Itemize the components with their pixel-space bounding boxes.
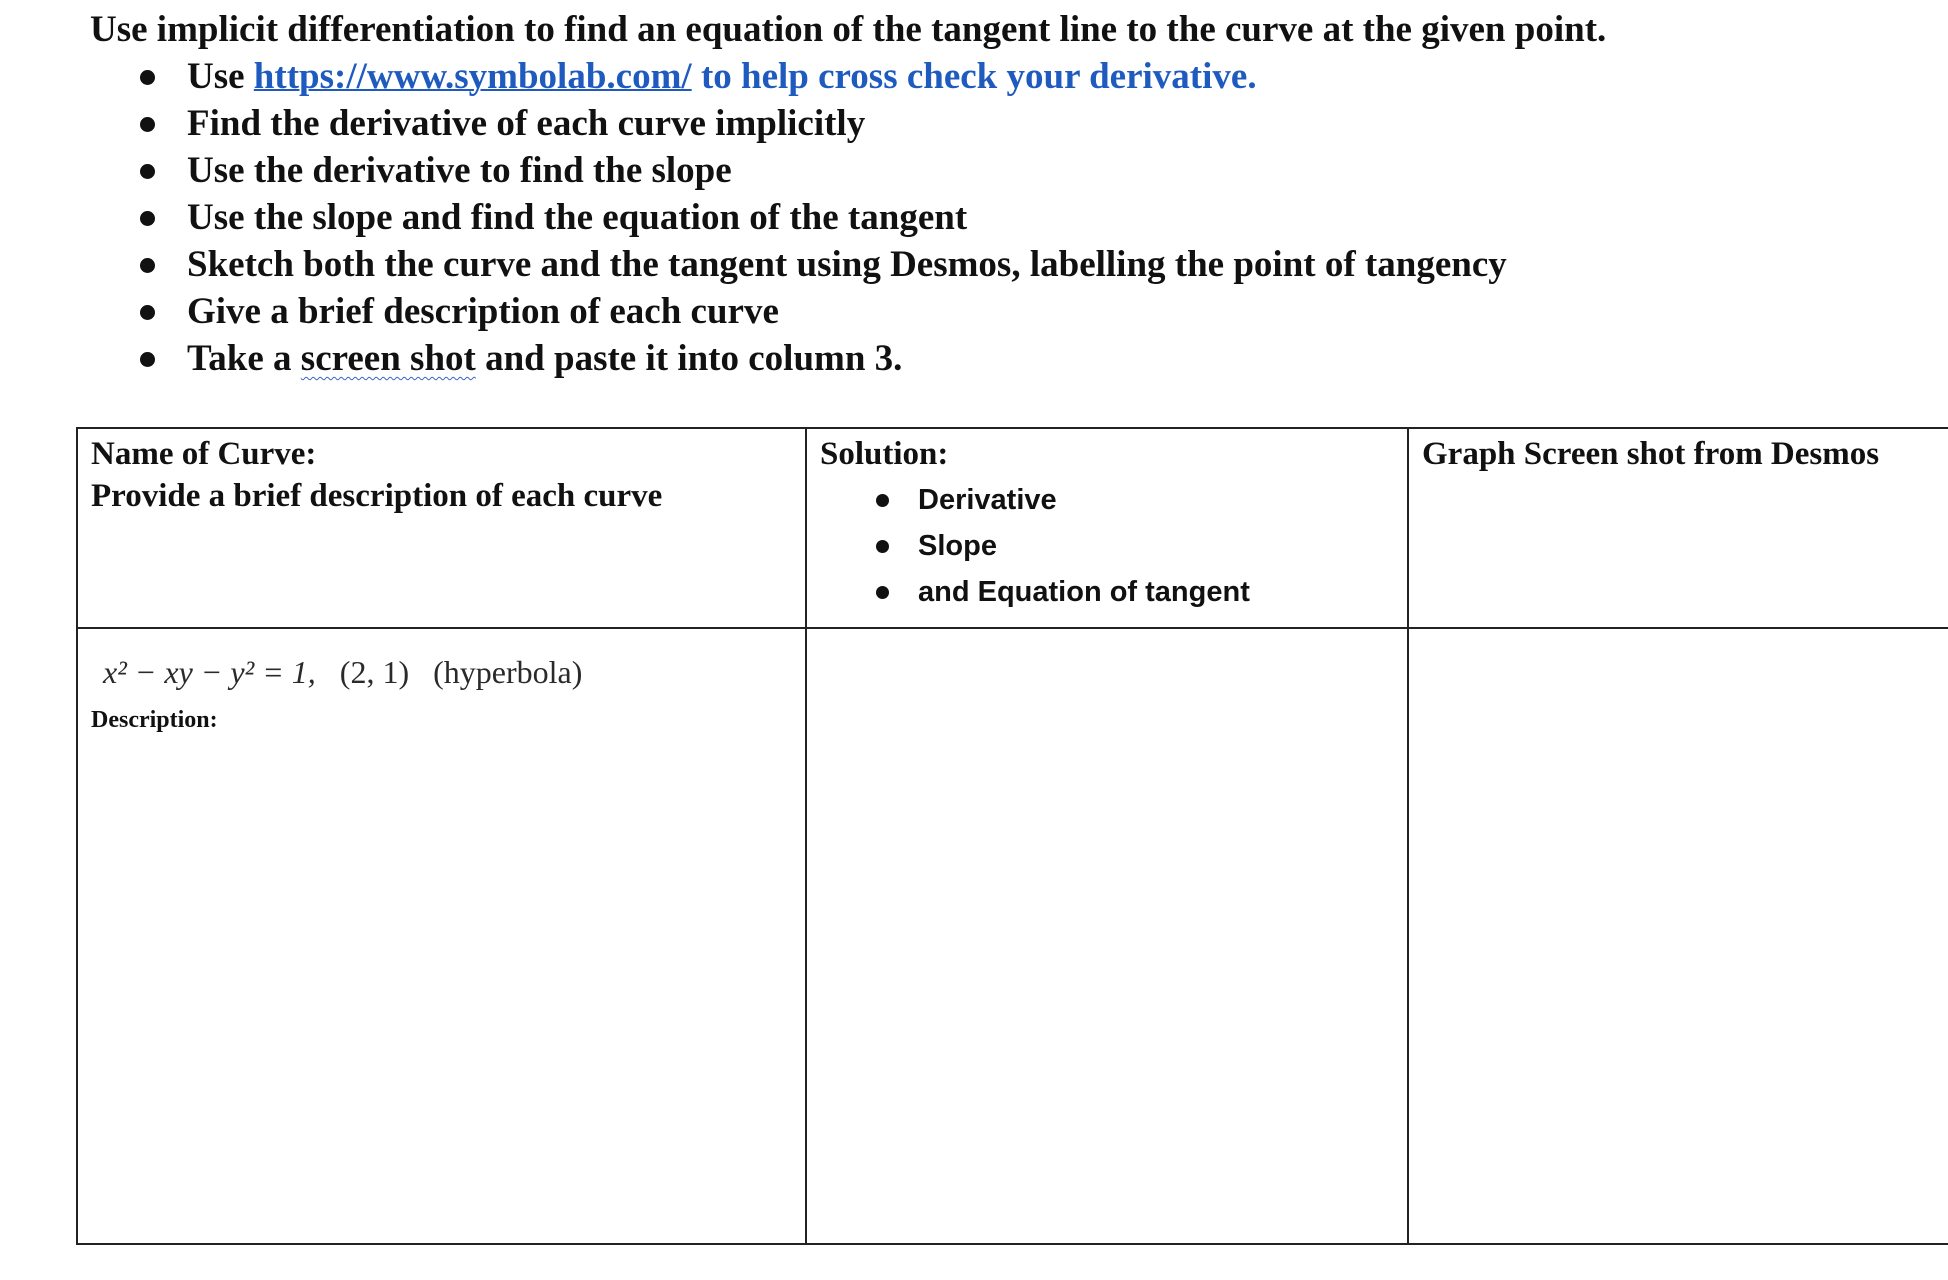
solution-item-label: Slope xyxy=(918,530,997,562)
bullet-icon xyxy=(140,70,155,85)
bullet-icon xyxy=(876,540,889,553)
instruction-text: to help cross check your derivative. xyxy=(691,56,1257,97)
instruction-list xyxy=(90,53,1930,382)
header-sublabel: Provide a brief description of each curve xyxy=(91,478,663,514)
table-row xyxy=(77,628,1948,1244)
curve-type: (hyperbola) xyxy=(433,654,583,690)
table-header-row xyxy=(77,428,1948,628)
header-label: Name of Curve: xyxy=(91,436,317,472)
worksheet-table xyxy=(76,427,1948,1245)
header-cell-name-of-curve[interactable] xyxy=(77,428,806,628)
equation-text: x² − xy − y² = 1, xyxy=(103,654,316,690)
solution-item-label: Derivative xyxy=(918,484,1057,516)
instruction-text: Use xyxy=(187,56,254,97)
graph-cell[interactable] xyxy=(1408,628,1948,1244)
bullet-icon xyxy=(140,164,155,179)
bullet-icon xyxy=(876,494,889,507)
instruction-text: Find the derivative of each curve implicitly xyxy=(187,103,866,144)
instruction-text: Use the derivative to find the slope xyxy=(187,150,732,191)
instruction-text: and paste it into column 3. xyxy=(475,338,903,379)
instruction-text: Take a xyxy=(187,338,301,379)
list-item xyxy=(820,569,1395,615)
solution-item-label: and Equation of tangent xyxy=(918,576,1250,608)
bullet-icon xyxy=(140,352,155,367)
header-cell-solution[interactable] xyxy=(806,428,1408,628)
description-label: Description: xyxy=(91,707,218,733)
bullet-icon xyxy=(140,117,155,132)
list-item xyxy=(820,477,1395,523)
header-label: Graph Screen shot from Desmos xyxy=(1422,436,1880,472)
spellcheck-flagged-text: screen shot xyxy=(300,338,476,379)
instruction-item xyxy=(90,100,1930,147)
curve-cell[interactable] xyxy=(77,628,806,1244)
header-cell-graph[interactable] xyxy=(1408,428,1948,628)
bullet-icon xyxy=(140,258,155,273)
page-title: Use implicit differentiation to find an equation of the tangent line to the curve at the given point. xyxy=(90,9,1607,50)
instruction-item xyxy=(90,147,1930,194)
instruction-text: Give a brief description of each curve xyxy=(187,291,779,332)
instruction-item xyxy=(90,288,1930,335)
instruction-text: Sketch both the curve and the tangent using Desmos, labelling the point of tangency xyxy=(187,244,1507,285)
instruction-item xyxy=(90,335,1930,382)
symbolab-link[interactable]: https://www.symbolab.com/ xyxy=(253,56,692,97)
bullet-icon xyxy=(140,305,155,320)
solution-list xyxy=(820,477,1395,615)
instructions-header xyxy=(90,6,1930,382)
bullet-icon xyxy=(140,211,155,226)
instruction-text: Use the slope and find the equation of the tangent xyxy=(187,197,968,238)
tangency-point: (2, 1) xyxy=(339,654,410,690)
curve-equation xyxy=(103,654,793,691)
header-label: Solution: xyxy=(820,436,949,472)
solution-cell[interactable] xyxy=(806,628,1408,1244)
bullet-icon xyxy=(876,586,889,599)
instruction-item xyxy=(90,53,1930,100)
instruction-item xyxy=(90,194,1930,241)
list-item xyxy=(820,523,1395,569)
instruction-item xyxy=(90,241,1930,288)
